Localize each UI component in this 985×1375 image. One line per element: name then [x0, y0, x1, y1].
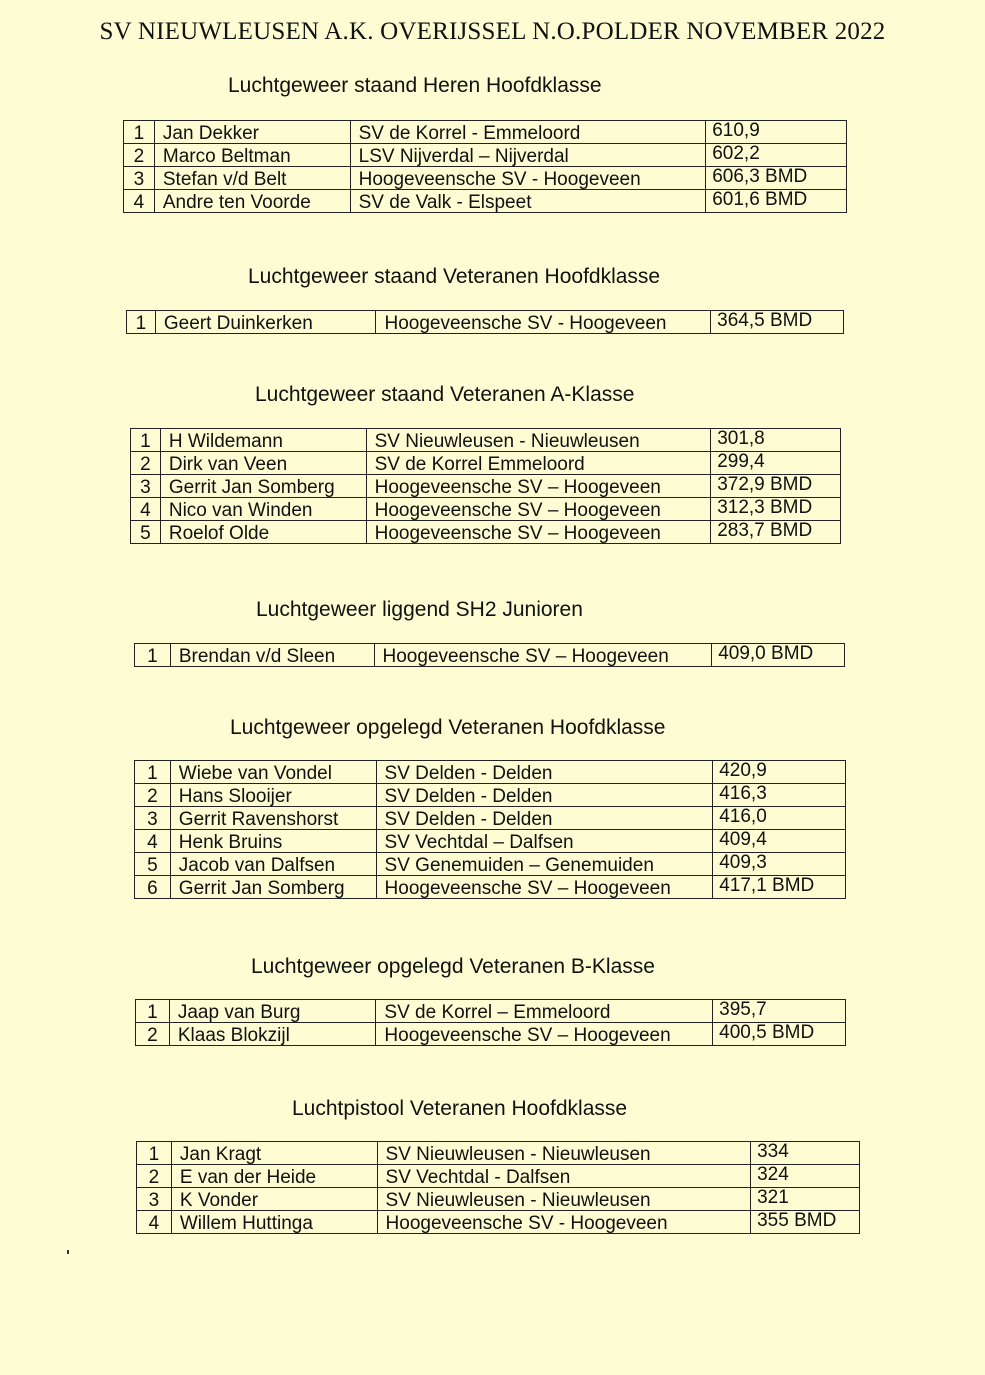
score-cell: 334 [751, 1142, 860, 1165]
club-cell: SV Delden - Delden [376, 807, 713, 830]
name-cell: Nico van Winden [160, 498, 366, 521]
section-heading-heren-hoofdklasse: Luchtgeweer staand Heren Hoofdklasse [228, 74, 602, 97]
rank-cell: 1 [135, 644, 171, 667]
table-row [137, 1188, 860, 1211]
score-cell: 364,5 BMD [711, 311, 844, 334]
table-row [137, 1165, 860, 1188]
score-cell: 372,9 BMD [711, 475, 841, 498]
score-cell: 324 [751, 1165, 860, 1188]
section-heading-veteranen-a-klasse: Luchtgeweer staand Veteranen A-Klasse [255, 383, 635, 406]
club-cell: Hoogeveensche SV – Hoogeveen [374, 644, 712, 667]
rank-cell: 6 [135, 876, 171, 899]
results-table-heren-hoofdklasse [123, 120, 847, 213]
rank-cell: 1 [131, 429, 161, 452]
table-row [135, 784, 846, 807]
score-cell: 416,0 [713, 807, 846, 830]
section-heading-opgelegd-hoofdklasse: Luchtgeweer opgelegd Veteranen Hoofdklasse [230, 716, 666, 739]
name-cell: Dirk van Veen [160, 452, 366, 475]
table-row [135, 830, 846, 853]
table-row [131, 521, 841, 544]
name-cell: Roelof Olde [160, 521, 366, 544]
club-cell: SV Vechtdal – Dalfsen [376, 830, 713, 853]
name-cell: Gerrit Jan Somberg [160, 475, 366, 498]
club-cell: Hoogeveensche SV - Hoogeveen [377, 1211, 751, 1234]
results-table-opgelegd-b-klasse [135, 999, 846, 1046]
rank-cell: 2 [124, 144, 155, 167]
name-cell: Stefan v/d Belt [154, 167, 350, 190]
club-cell: SV Nieuwleusen - Nieuwleusen [377, 1142, 751, 1165]
score-cell: 610,9 [706, 121, 847, 144]
name-cell: Wiebe van Vondel [170, 761, 376, 784]
name-cell: Gerrit Ravenshorst [170, 807, 376, 830]
club-cell: SV de Valk - Elspeet [350, 190, 706, 213]
table-row [131, 498, 841, 521]
name-cell: Brendan v/d Sleen [170, 644, 374, 667]
club-cell: Hoogeveensche SV – Hoogeveen [366, 498, 711, 521]
results-table-veteranen-a-klasse [130, 428, 841, 544]
score-cell: 395,7 [713, 1000, 846, 1023]
page-title: SV NIEUWLEUSEN A.K. OVERIJSSEL N.O.POLDER NOVEMBER 2022 [99, 18, 886, 45]
score-cell: 409,3 [713, 853, 846, 876]
name-cell: Jacob van Dalfsen [170, 853, 376, 876]
club-cell: Hoogeveensche SV – Hoogeveen [366, 521, 711, 544]
name-cell: Andre ten Voorde [154, 190, 350, 213]
name-cell: Jaap van Burg [169, 1000, 376, 1023]
section-heading-sh2-junioren: Luchtgeweer liggend SH2 Junioren [256, 598, 583, 621]
table-row [135, 876, 846, 899]
table-row [135, 853, 846, 876]
rank-cell: 3 [131, 475, 161, 498]
name-cell: Jan Kragt [171, 1142, 377, 1165]
rank-cell: 1 [136, 1000, 170, 1023]
results-table-luchtpistool-hoofdklasse [136, 1141, 860, 1234]
results-table-opgelegd-hoofdklasse [134, 760, 846, 899]
score-cell: 420,9 [713, 761, 846, 784]
name-cell: Hans Slooijer [170, 784, 376, 807]
score-cell: 409,4 [713, 830, 846, 853]
rank-cell: 3 [137, 1188, 172, 1211]
table-row [136, 1023, 846, 1046]
score-cell: 606,3 BMD [706, 167, 847, 190]
club-cell: SV Vechtdal - Dalfsen [377, 1165, 751, 1188]
table-row [137, 1142, 860, 1165]
club-cell: Hoogeveensche SV - Hoogeveen [350, 167, 706, 190]
table-row [131, 452, 841, 475]
table-row [135, 644, 845, 667]
score-cell: 283,7 BMD [711, 521, 841, 544]
club-cell: Hoogeveensche SV – Hoogeveen [366, 475, 711, 498]
name-cell: Jan Dekker [154, 121, 350, 144]
club-cell: Hoogeveensche SV - Hoogeveen [376, 311, 711, 334]
club-cell: SV Delden - Delden [376, 784, 713, 807]
rank-cell: 5 [131, 521, 161, 544]
table-row [135, 761, 846, 784]
rank-cell: 2 [131, 452, 161, 475]
score-cell: 312,3 BMD [711, 498, 841, 521]
rank-cell: 4 [137, 1211, 172, 1234]
club-cell: SV de Korrel – Emmeloord [376, 1000, 713, 1023]
name-cell: Willem Huttinga [171, 1211, 377, 1234]
score-cell: 601,6 BMD [706, 190, 847, 213]
club-cell: Hoogeveensche SV – Hoogeveen [376, 1023, 713, 1046]
table-row [135, 807, 846, 830]
name-cell: K Vonder [171, 1188, 377, 1211]
section-heading-luchtpistool-hoofdklasse: Luchtpistool Veteranen Hoofdklasse [292, 1097, 628, 1120]
club-cell: SV de Korrel - Emmeloord [350, 121, 706, 144]
results-table-veteranen-hoofdklasse [126, 310, 844, 334]
score-cell: 417,1 BMD [713, 876, 846, 899]
name-cell: Geert Duinkerken [155, 311, 376, 334]
rank-cell: 2 [136, 1023, 170, 1046]
rank-cell: 1 [137, 1142, 172, 1165]
score-cell: 409,0 BMD [712, 644, 845, 667]
rank-cell: 3 [135, 807, 171, 830]
club-cell: LSV Nijverdal – Nijverdal [350, 144, 706, 167]
rank-cell: 1 [135, 761, 171, 784]
club-cell: Hoogeveensche SV – Hoogeveen [376, 876, 713, 899]
table-row [137, 1211, 860, 1234]
rank-cell: 5 [135, 853, 171, 876]
name-cell: H Wildemann [160, 429, 366, 452]
table-row [127, 311, 844, 334]
table-row [124, 190, 847, 213]
rank-cell: 4 [135, 830, 171, 853]
name-cell: E van der Heide [171, 1165, 377, 1188]
section-heading-veteranen-hoofdklasse: Luchtgeweer staand Veteranen Hoofdklasse [248, 265, 661, 288]
club-cell: SV Genemuiden – Genemuiden [376, 853, 713, 876]
score-cell: 299,4 [711, 452, 841, 475]
table-row [131, 475, 841, 498]
score-cell: 416,3 [713, 784, 846, 807]
table-row [136, 1000, 846, 1023]
name-cell: Henk Bruins [170, 830, 376, 853]
club-cell: SV Nieuwleusen - Nieuwleusen [377, 1188, 751, 1211]
table-row [124, 144, 847, 167]
score-cell: 355 BMD [751, 1211, 860, 1234]
table-row [131, 429, 841, 452]
name-cell: Marco Beltman [154, 144, 350, 167]
table-row [124, 121, 847, 144]
rank-cell: 2 [137, 1165, 172, 1188]
club-cell: SV Nieuwleusen - Nieuwleusen [366, 429, 711, 452]
score-cell: 602,2 [706, 144, 847, 167]
rank-cell: 3 [124, 167, 155, 190]
score-cell: 400,5 BMD [713, 1023, 846, 1046]
rank-cell: 4 [124, 190, 155, 213]
table-row [124, 167, 847, 190]
score-cell: 321 [751, 1188, 860, 1211]
club-cell: SV Delden - Delden [376, 761, 713, 784]
score-cell: 301,8 [711, 429, 841, 452]
rank-cell: 1 [127, 311, 156, 334]
club-cell: SV de Korrel Emmeloord [366, 452, 711, 475]
name-cell: Gerrit Jan Somberg [170, 876, 376, 899]
rank-cell: 1 [124, 121, 155, 144]
rank-cell: 2 [135, 784, 171, 807]
results-table-sh2-junioren [134, 643, 845, 667]
section-heading-opgelegd-b-klasse: Luchtgeweer opgelegd Veteranen B-Klasse [251, 955, 655, 978]
rank-cell: 4 [131, 498, 161, 521]
name-cell: Klaas Blokzijl [169, 1023, 376, 1046]
scan-speck [67, 1250, 69, 1254]
